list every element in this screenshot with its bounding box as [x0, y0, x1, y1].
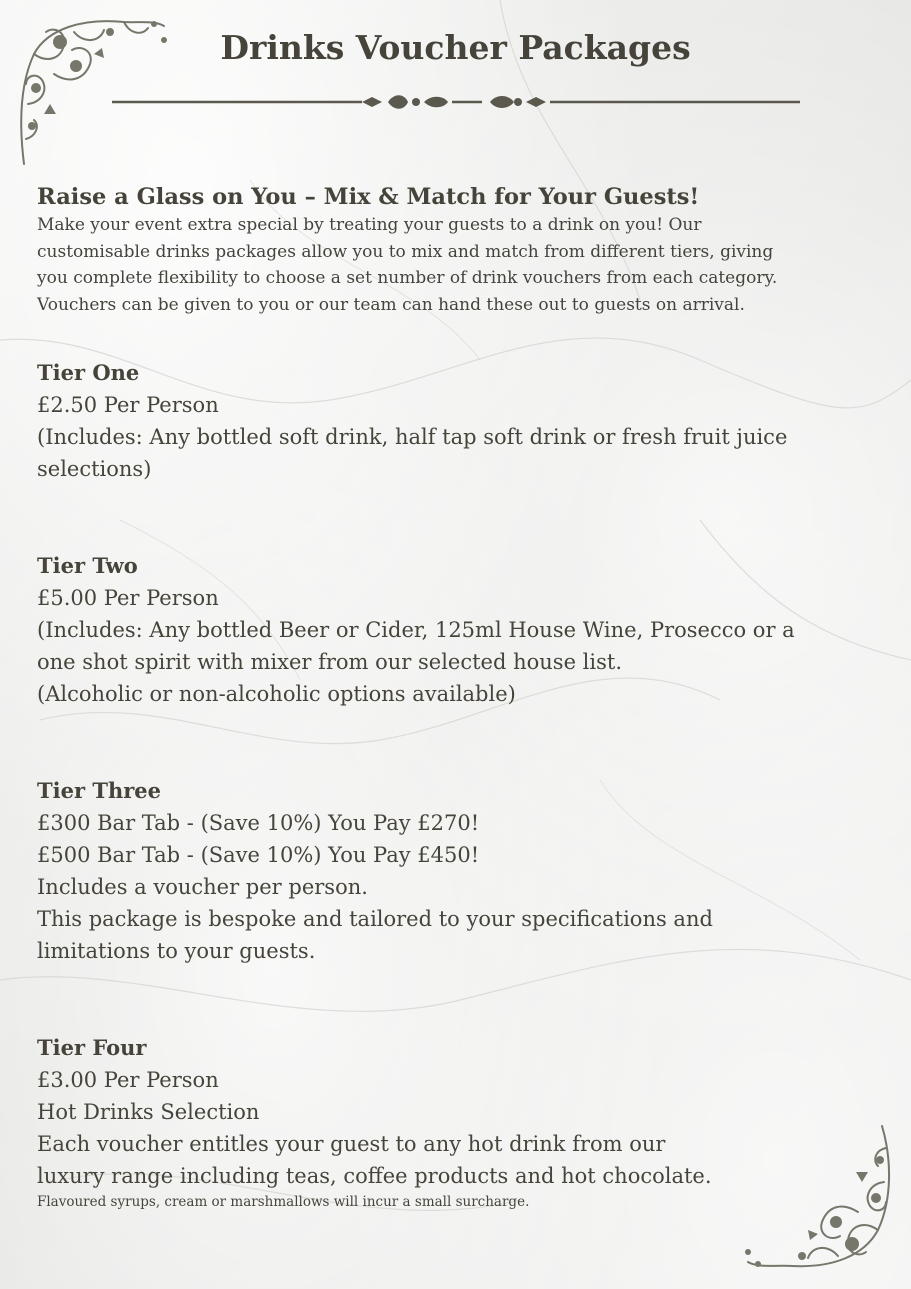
tier-name: Tier Two	[37, 553, 138, 578]
tier-line: Includes a voucher per person.	[37, 875, 368, 899]
tier-line: selections)	[37, 457, 152, 481]
tier-line: luxury range including teas, coffee products and hot chocolate.	[37, 1164, 712, 1188]
intro-line: customisable drinks packages allow you to mix and match from different tiers, giving	[37, 241, 774, 262]
divider-flourish-icon	[112, 90, 800, 114]
tier-name: Tier Three	[37, 778, 162, 803]
tier-price: £500 Bar Tab - (Save 10%) You Pay £450!	[37, 843, 480, 867]
tier-one-section	[37, 357, 897, 485]
tier-line: (Includes: Any bottled Beer or Cider, 125ml House Wine, Prosecco or a	[37, 618, 795, 642]
floral-corner-ornament-icon	[742, 1120, 898, 1275]
intro-line: Make your event extra special by treating your guests to a drink on you! Our	[37, 215, 702, 235]
tier-two-section	[37, 550, 897, 710]
surcharge-note: Flavoured syrups, cream or marshmallows will incur a small surcharge.	[37, 1194, 530, 1210]
tier-line: Each voucher entitles your guest to any hot drink from our	[37, 1132, 666, 1156]
tier-line: one shot spirit with mixer from our selected house list.	[37, 650, 622, 674]
tier-line: This package is bespoke and tailored to your specifications and	[37, 907, 713, 931]
tier-name: Tier One	[37, 360, 140, 385]
tier-name: Tier Four	[37, 1035, 147, 1060]
tier-line: (Includes: Any bottled soft drink, half tap soft drink or fresh fruit juice	[37, 425, 788, 449]
intro-line: Vouchers can be given to you or our team can hand these out to guests on arrival.	[37, 294, 745, 315]
tier-price: £300 Bar Tab - (Save 10%) You Pay £270!	[37, 811, 480, 835]
tier-price: £5.00 Per Person	[37, 586, 219, 610]
tier-line: Hot Drinks Selection	[37, 1100, 260, 1124]
tier-three-section	[37, 775, 897, 967]
tier-line: (Alcoholic or non-alcoholic options available)	[37, 682, 516, 706]
intro-heading: Raise a Glass on You – Mix & Match for Your Guests!	[37, 184, 700, 210]
intro-line: you complete flexibility to choose a set number of drink vouchers from each category.	[37, 268, 778, 288]
page-title: Drinks Voucher Packages	[220, 28, 691, 67]
tier-price: £2.50 Per Person	[37, 393, 219, 417]
tier-line: limitations to your guests.	[37, 939, 316, 963]
tier-price: £3.00 Per Person	[37, 1068, 219, 1092]
intro-section	[37, 182, 897, 318]
